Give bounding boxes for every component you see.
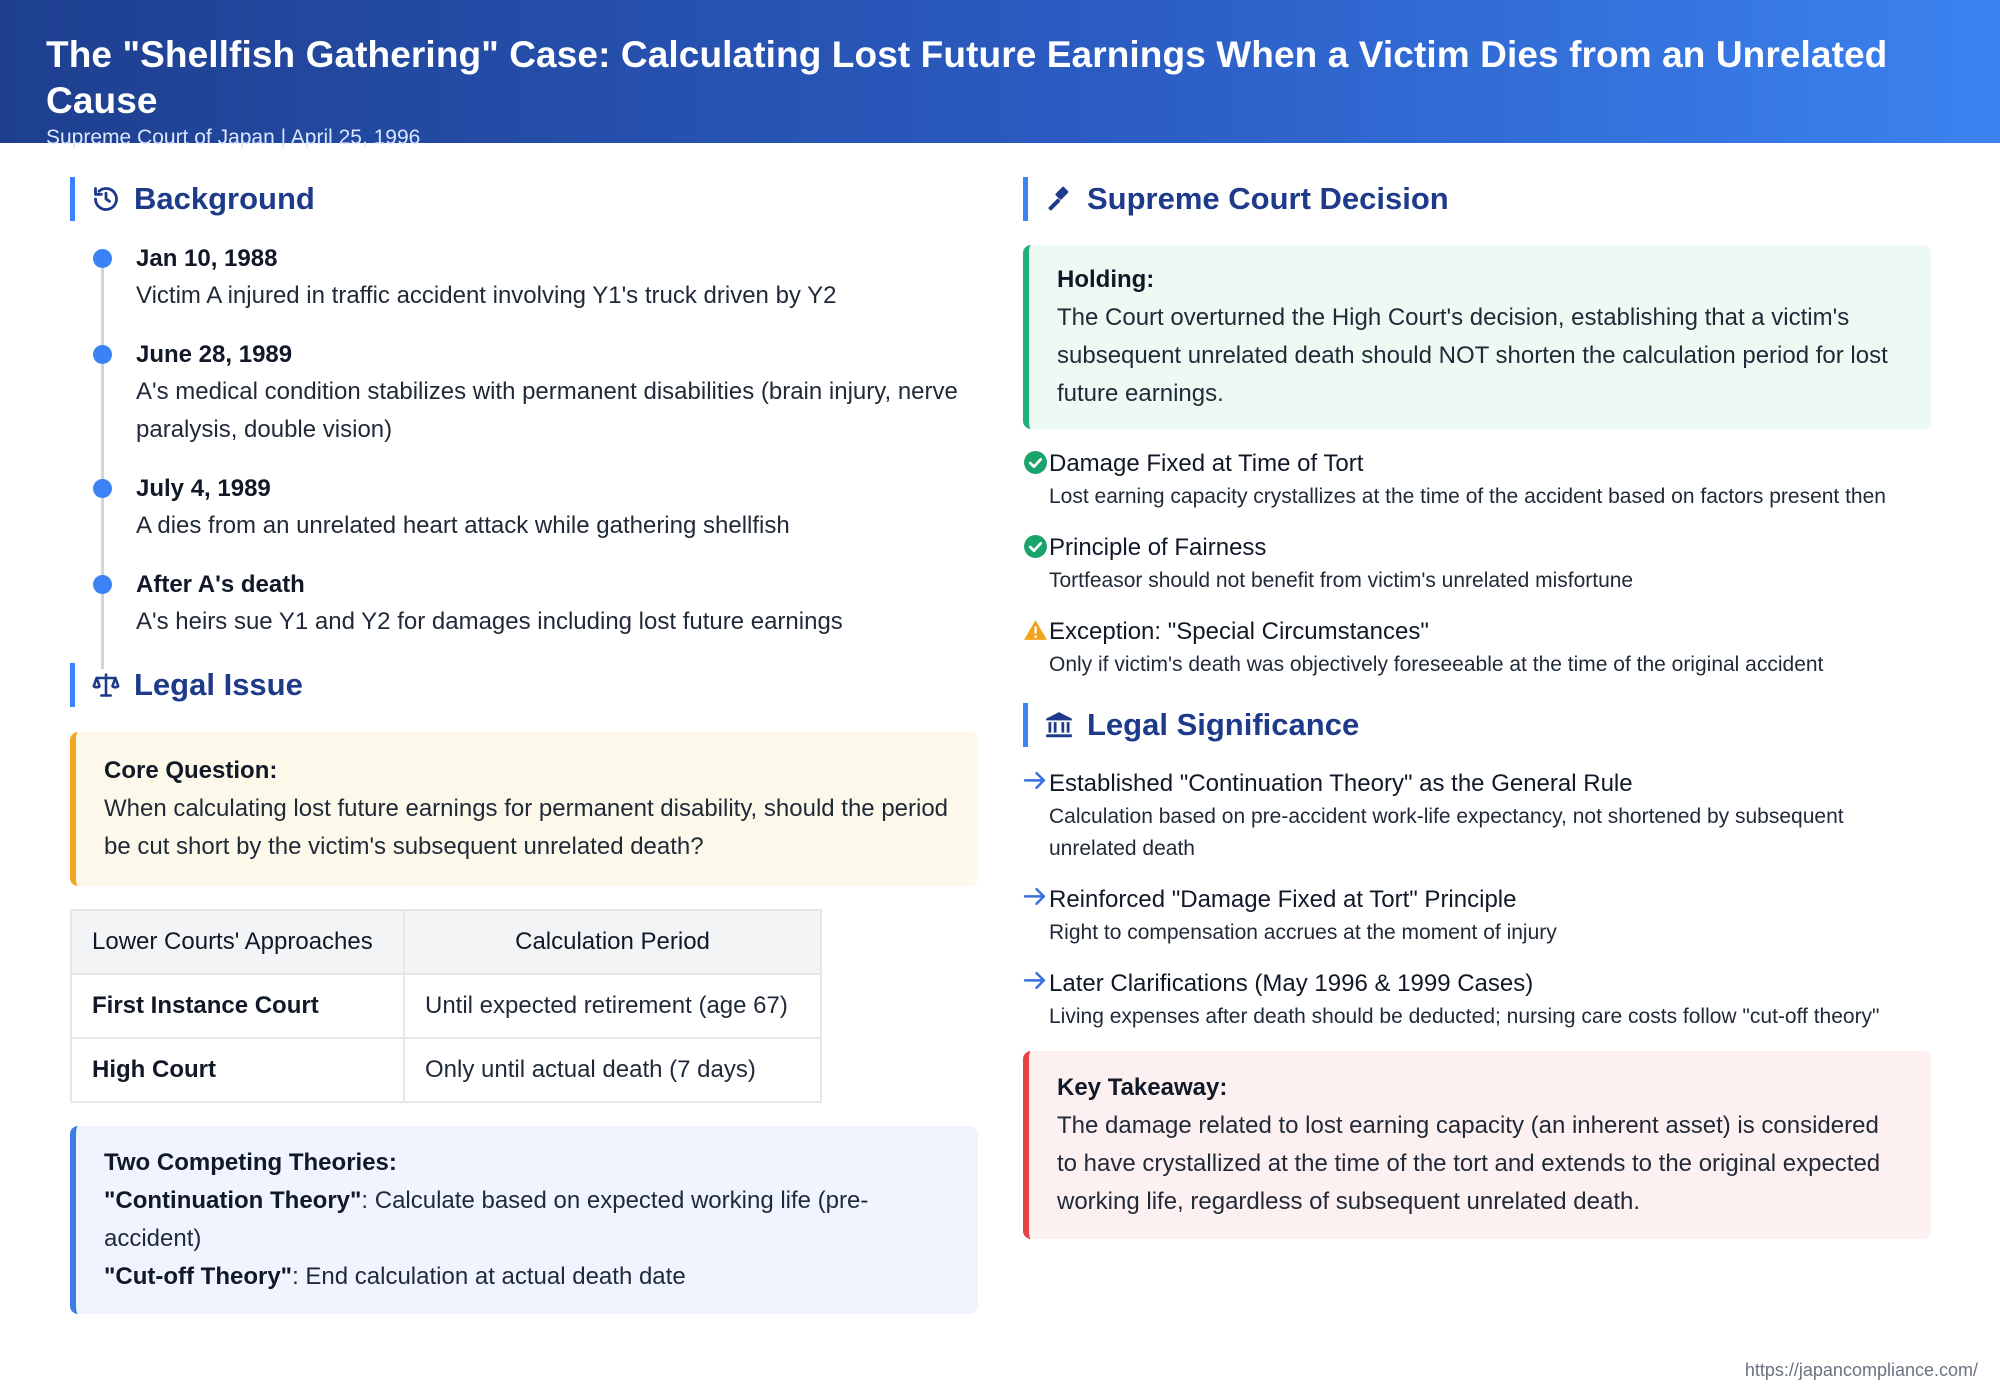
footer-url: https://japancompliance.com/ xyxy=(1744,1360,1978,1380)
significance-section-title: Legal Significance xyxy=(1023,703,1931,747)
significance-points xyxy=(1023,767,1931,1033)
holding-text: The Court overturned the High Court's decision, establishing that a victim's subsequent unrelated death should NOT shorten the calculation period for lost future earnings. xyxy=(1057,304,1888,407)
arrow-right-icon xyxy=(1023,970,1048,995)
page-title: The "Shellfish Gathering" Case: Calculating Lost Future Earnings When a Victim Dies from an Unrelated Cause xyxy=(46,34,1888,121)
table-row xyxy=(71,1038,821,1102)
timeline-date: July 4, 1989 xyxy=(136,475,271,502)
right-column xyxy=(1023,143,1931,1239)
takeaway-text: The damage related to lost earning capacity (an inherent asset) is considered to have crystallized at the time of the tort and extends to the original expected working life, regardless of subsequent unrelated death. xyxy=(1057,1112,1881,1215)
table-header-row xyxy=(71,910,821,974)
timeline-date: After A's death xyxy=(136,571,305,598)
left-column xyxy=(70,143,978,1314)
timeline-text: A's heirs sue Y1 and Y2 for damages including lost future earnings xyxy=(136,608,843,635)
table-cell: Until expected retirement (age 67) xyxy=(404,974,821,1038)
page-header xyxy=(0,0,2000,149)
scale-icon xyxy=(92,671,120,699)
theory-cutoff: "Cut-off Theory": End calculation at actual death date xyxy=(104,1263,686,1290)
decision-point-text: Tortfeasor should not benefit from victim's unrelated misfortune xyxy=(1049,569,1634,592)
warning-icon xyxy=(1023,618,1048,643)
timeline-dot xyxy=(93,249,112,268)
timeline-item xyxy=(70,567,978,641)
background-timeline xyxy=(70,241,978,641)
check-circle-icon xyxy=(1023,450,1048,475)
takeaway-label: Key Takeaway: xyxy=(1057,1074,1228,1101)
significance-point-text: Living expenses after death should be deducted; nursing care costs follow "cut-off theory" xyxy=(1049,1005,1880,1028)
significance-point-title: Later Clarifications (May 1996 & 1999 Cases) xyxy=(1049,970,1534,997)
decision-point xyxy=(1023,447,1931,513)
timeline-item xyxy=(70,241,978,315)
significance-point-title: Reinforced "Damage Fixed at Tort" Principle xyxy=(1049,886,1517,913)
timeline-text: Victim A injured in traffic accident involving Y1's truck driven by Y2 xyxy=(136,282,837,309)
legal-issue-section-title: Legal Issue xyxy=(70,663,978,707)
gavel-icon xyxy=(1045,185,1073,213)
core-question-label: Core Question: xyxy=(104,757,278,784)
table-cell: High Court xyxy=(71,1038,404,1102)
timeline-dot xyxy=(93,479,112,498)
table-header: Lower Courts' Approaches xyxy=(71,910,404,974)
timeline-dot xyxy=(93,575,112,594)
decision-point-text: Only if victim's death was objectively foreseeable at the time of the original accident xyxy=(1049,653,1824,676)
decision-point-text: Lost earning capacity crystallizes at the time of the accident based on factors present then xyxy=(1049,485,1886,508)
decision-point xyxy=(1023,531,1931,597)
decision-point xyxy=(1023,615,1931,681)
arrow-right-icon xyxy=(1023,770,1048,795)
competing-theories-box xyxy=(70,1126,978,1314)
background-section-title: Background xyxy=(70,177,978,221)
lower-courts-table xyxy=(70,909,822,1103)
significance-point-title: Established "Continuation Theory" as the General Rule xyxy=(1049,770,1633,797)
theories-label: Two Competing Theories: xyxy=(104,1149,397,1176)
page-subtitle: Supreme Court of Japan | April 25, 1996 xyxy=(46,126,421,149)
history-icon xyxy=(92,185,120,213)
timeline-item xyxy=(70,471,978,545)
timeline-text: A's medical condition stabilizes with permanent disabilities (brain injury, nerve paralysis, double vision) xyxy=(136,378,958,443)
institution-icon xyxy=(1045,711,1073,739)
timeline-text: A dies from an unrelated heart attack while gathering shellfish xyxy=(136,512,790,539)
decision-point-title: Exception: "Special Circumstances" xyxy=(1049,618,1429,645)
significance-point xyxy=(1023,967,1931,1033)
timeline-item xyxy=(70,337,978,449)
timeline-dot xyxy=(93,345,112,364)
theory-continuation: "Continuation Theory": Calculate based on expected working life (pre-accident) xyxy=(104,1187,869,1252)
timeline-date: June 28, 1989 xyxy=(136,341,293,368)
decision-point-title: Damage Fixed at Time of Tort xyxy=(1049,450,1364,477)
timeline-date: Jan 10, 1988 xyxy=(136,245,278,272)
decision-point-title: Principle of Fairness xyxy=(1049,534,1267,561)
significance-point xyxy=(1023,883,1931,949)
core-question-text: When calculating lost future earnings for permanent disability, should the period be cut short by the victim's subsequent unrelated death? xyxy=(104,795,949,860)
table-cell: First Instance Court xyxy=(71,974,404,1038)
arrow-right-icon xyxy=(1023,886,1048,911)
decision-section-title: Supreme Court Decision xyxy=(1023,177,1931,221)
table-cell: Only until actual death (7 days) xyxy=(404,1038,821,1102)
table-row xyxy=(71,974,821,1038)
significance-point xyxy=(1023,767,1931,865)
check-circle-icon xyxy=(1023,534,1048,559)
significance-point-text: Right to compensation accrues at the moment of injury xyxy=(1049,921,1557,944)
core-question-box xyxy=(70,732,978,886)
holding-label: Holding: xyxy=(1057,266,1155,293)
holding-box xyxy=(1023,245,1931,429)
table-header: Calculation Period xyxy=(404,910,821,974)
significance-point-text: Calculation based on pre-accident work-life expectancy, not shortened by subsequent unrelated death xyxy=(1049,805,1844,860)
key-takeaway-box xyxy=(1023,1051,1931,1239)
decision-points xyxy=(1023,447,1931,681)
